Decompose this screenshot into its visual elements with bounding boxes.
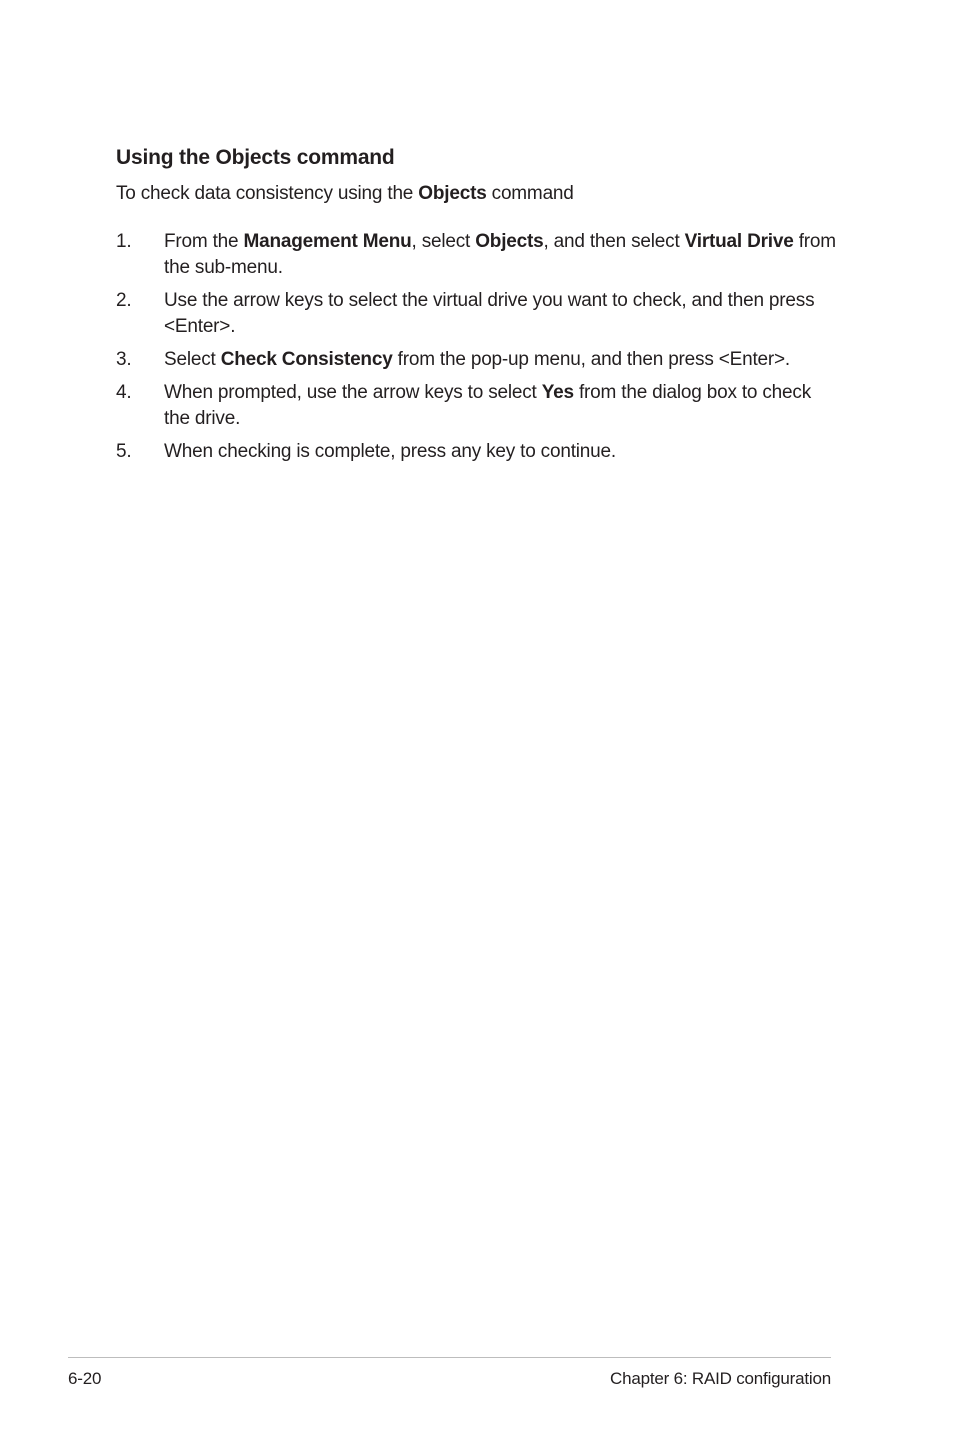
step-text [164, 380, 836, 432]
step-number: 1. [116, 231, 132, 252]
step-item [116, 229, 836, 281]
step-text-bold: Check Consistency [220, 349, 393, 370]
step-text [164, 288, 836, 340]
step-text-segment: From the [164, 231, 244, 252]
step-text [164, 229, 836, 281]
step-number: 5. [116, 441, 132, 462]
chapter-title: Chapter 6: RAID configuration [610, 1369, 831, 1388]
step-item [116, 347, 836, 373]
step-text-segment: Use the arrow keys to select the virtual drive you want to check, and then press <Enter>. [164, 290, 815, 337]
step-text-segment: When checking is complete, press any key to continue. [164, 441, 616, 462]
intro-text-before: To check data consistency using the [116, 183, 419, 204]
step-text-segment: from the pop-up menu, and then press <Enter>. [392, 349, 791, 370]
step-item [116, 380, 836, 432]
section-heading: Using the Objects command [116, 146, 395, 169]
step-text-bold: Virtual Drive [684, 231, 794, 252]
page-number: 6-20 [68, 1369, 102, 1388]
step-text-bold: Management Menu [243, 231, 412, 252]
step-text-segment: from the sub-menu. [164, 231, 836, 278]
step-text-segment: , and then select [543, 231, 685, 252]
step-text-bold: Objects [475, 231, 544, 252]
step-text-segment: , select [411, 231, 476, 252]
step-text-segment: Select [164, 349, 221, 370]
step-text [164, 439, 836, 465]
step-text [164, 347, 836, 373]
steps-list [116, 229, 836, 472]
step-text-segment: When prompted, use the arrow keys to select [164, 382, 542, 403]
step-item [116, 288, 836, 340]
footer-divider [68, 1357, 831, 1358]
intro-text-after: command [486, 183, 574, 204]
step-number: 2. [116, 290, 132, 311]
step-text-segment: from the dialog box to check the drive. [164, 382, 811, 429]
step-text-bold: Yes [541, 382, 574, 403]
step-number: 3. [116, 349, 132, 370]
step-item [116, 439, 836, 465]
step-number: 4. [116, 382, 132, 403]
intro-text-bold: Objects [418, 183, 487, 204]
intro-paragraph [116, 183, 574, 205]
